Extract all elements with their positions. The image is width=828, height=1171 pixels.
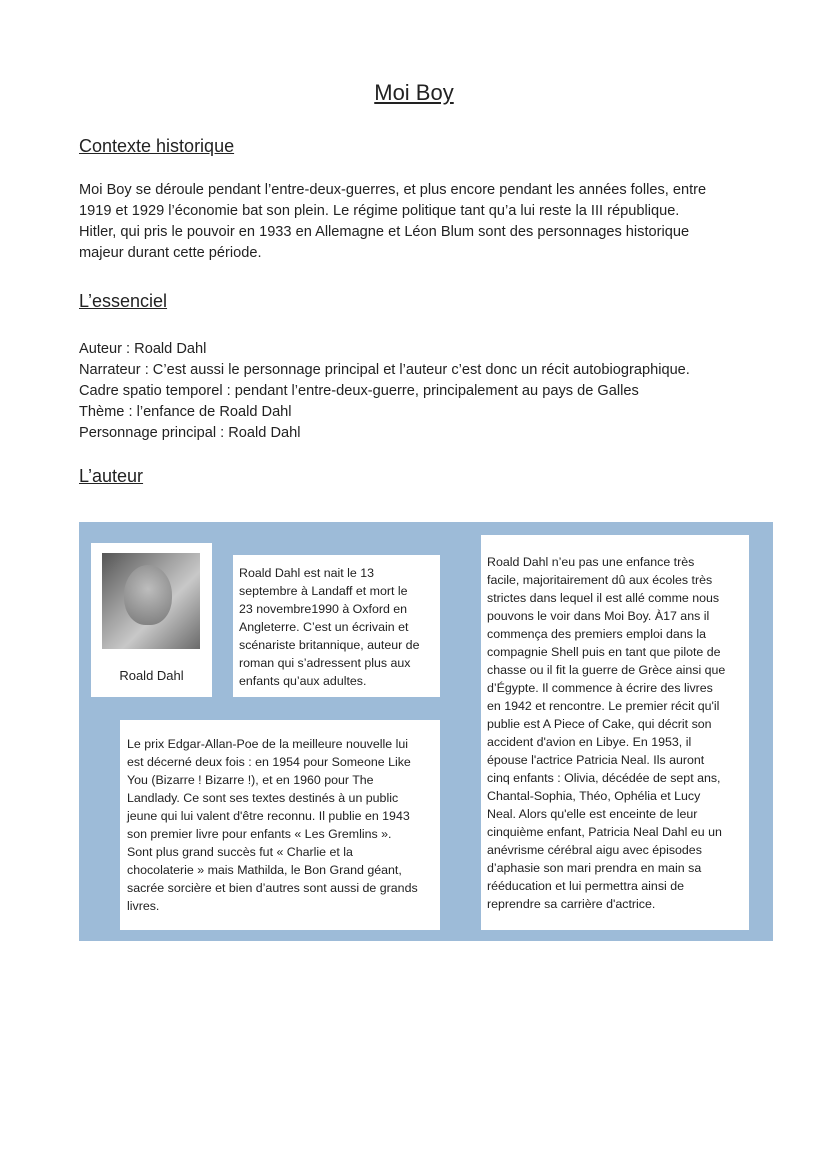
text-line: en 1942 et rencontre. Le premier récit qu'il [487, 699, 720, 713]
photo-caption: Roald Dahl [119, 668, 184, 683]
text-line: Narrateur : C’est aussi le personnage principal et l’auteur c’est donc un récit autobiographique. [79, 362, 690, 378]
text-line: You (Bizarre ! Bizarre !), et en 1960 pour The [127, 773, 374, 787]
text-line: Sont plus grand succès fut « Charlie et la [127, 845, 353, 859]
text-line: septembre à Landaff et mort le [239, 584, 408, 598]
text-line: épouse l'actrice Patricia Neal. Ils auront [487, 753, 705, 767]
text-line: compagnie Shell puis en tant que pilote de [487, 645, 721, 659]
text-line: enfants qu’aux adultes. [239, 674, 367, 688]
text-line: reprendre sa carrière d'actrice. [487, 897, 656, 911]
text-line: son premier livre pour enfants « Les Gremlins ». [127, 827, 392, 841]
text-line: Personnage principal : Roald Dahl [79, 425, 301, 441]
text-line: strictes dans lequel il est allé comme nous [487, 591, 720, 605]
text-line: anévrisme cérébral aigu avec épisodes [487, 843, 702, 857]
text-line: scénariste britannique, auteur de [239, 638, 420, 652]
text-line: 23 novembre1990 à Oxford en [239, 602, 408, 616]
author-panel [79, 522, 773, 941]
text-line: d’aphasie son mari prendra en main sa [487, 861, 702, 875]
heading-contexte: Contexte historique [79, 136, 235, 156]
text-line: Chantal-Sophia, Théo, Ophélia et Lucy [487, 789, 701, 803]
text-line: pouvons le voir dans Moi Boy. À17 ans il [487, 609, 710, 623]
contexte-paragraph [79, 180, 706, 264]
text-line: Landlady. Ce sont ses textes destinés à un public [127, 791, 399, 805]
text-line: cinq enfants : Olivia, décédée de sept ans, [487, 771, 721, 785]
text-line: 1919 et 1929 l’économie bat son plein. Le régime politique tant qu’a lui reste la III république. [79, 203, 680, 219]
text-line: est décerné deux fois : en 1954 pour Someone Like [127, 755, 411, 769]
text-line: sacrée sorcière et bien d’autres sont aussi de grands [127, 881, 418, 895]
text-line: Roald Dahl n’eu pas une enfance très [487, 555, 695, 569]
text-line: Cadre spatio temporel : pendant l’entre-deux-guerre, principalement au pays de Galles [79, 383, 639, 399]
photo-card [91, 543, 212, 697]
text-line: d’Égypte. Il commence à écrire des livres [487, 681, 713, 695]
text-line: Roald Dahl est nait le 13 [239, 566, 375, 580]
life-card [481, 535, 749, 930]
text-line: majeur durant cette période. [79, 245, 262, 261]
text-line: Angleterre. C’est un écrivain et [239, 620, 409, 634]
text-line: cinquième enfant, Patricia Neal Dahl eu un [487, 825, 722, 839]
bio-card [233, 555, 440, 697]
heading-auteur: L’auteur [79, 466, 144, 486]
text-line: Auteur : Roald Dahl [79, 341, 207, 357]
text-line: Le prix Edgar-Allan-Poe de la meilleure nouvelle lui [127, 737, 409, 751]
text-line: jeune qui lui valent d'être reconnu. Il publie en 1943 [127, 809, 410, 823]
text-line: Neal. Alors qu'elle est enceinte de leur [487, 807, 698, 821]
text-line: facile, majoritairement dû aux écoles très [487, 573, 713, 587]
text-line: Thème : l’enfance de Roald Dahl [79, 404, 292, 420]
text-line: Hitler, qui pris le pouvoir en 1933 en Allemagne et Léon Blum sont des personnages historique [79, 224, 690, 240]
heading-essentiel: L’essenciel [79, 291, 168, 311]
essentiel-list [79, 339, 690, 444]
awards-card [120, 720, 440, 930]
author-photo [102, 553, 200, 649]
text-line: chasse ou il fit la guerre de Grèce ainsi que [487, 663, 726, 677]
text-line: rééducation et lui permettra ainsi de [487, 879, 684, 893]
text-line: commença des premiers emploi dans la [487, 627, 706, 641]
text-line: publie est A Piece of Cake, qui décrit son [487, 717, 712, 731]
page-title: Moi Boy [374, 80, 454, 105]
text-line: Moi Boy se déroule pendant l’entre-deux-guerres, et plus encore pendant les années folles, entre [79, 182, 707, 198]
text-line: livres. [127, 899, 160, 913]
text-line: chocolaterie » mais Mathilda, le Bon Grand géant, [127, 863, 402, 877]
text-line: accident d'avion en Libye. En 1953, il [487, 735, 692, 749]
text-line: roman qui s’adressent plus aux [239, 656, 411, 670]
